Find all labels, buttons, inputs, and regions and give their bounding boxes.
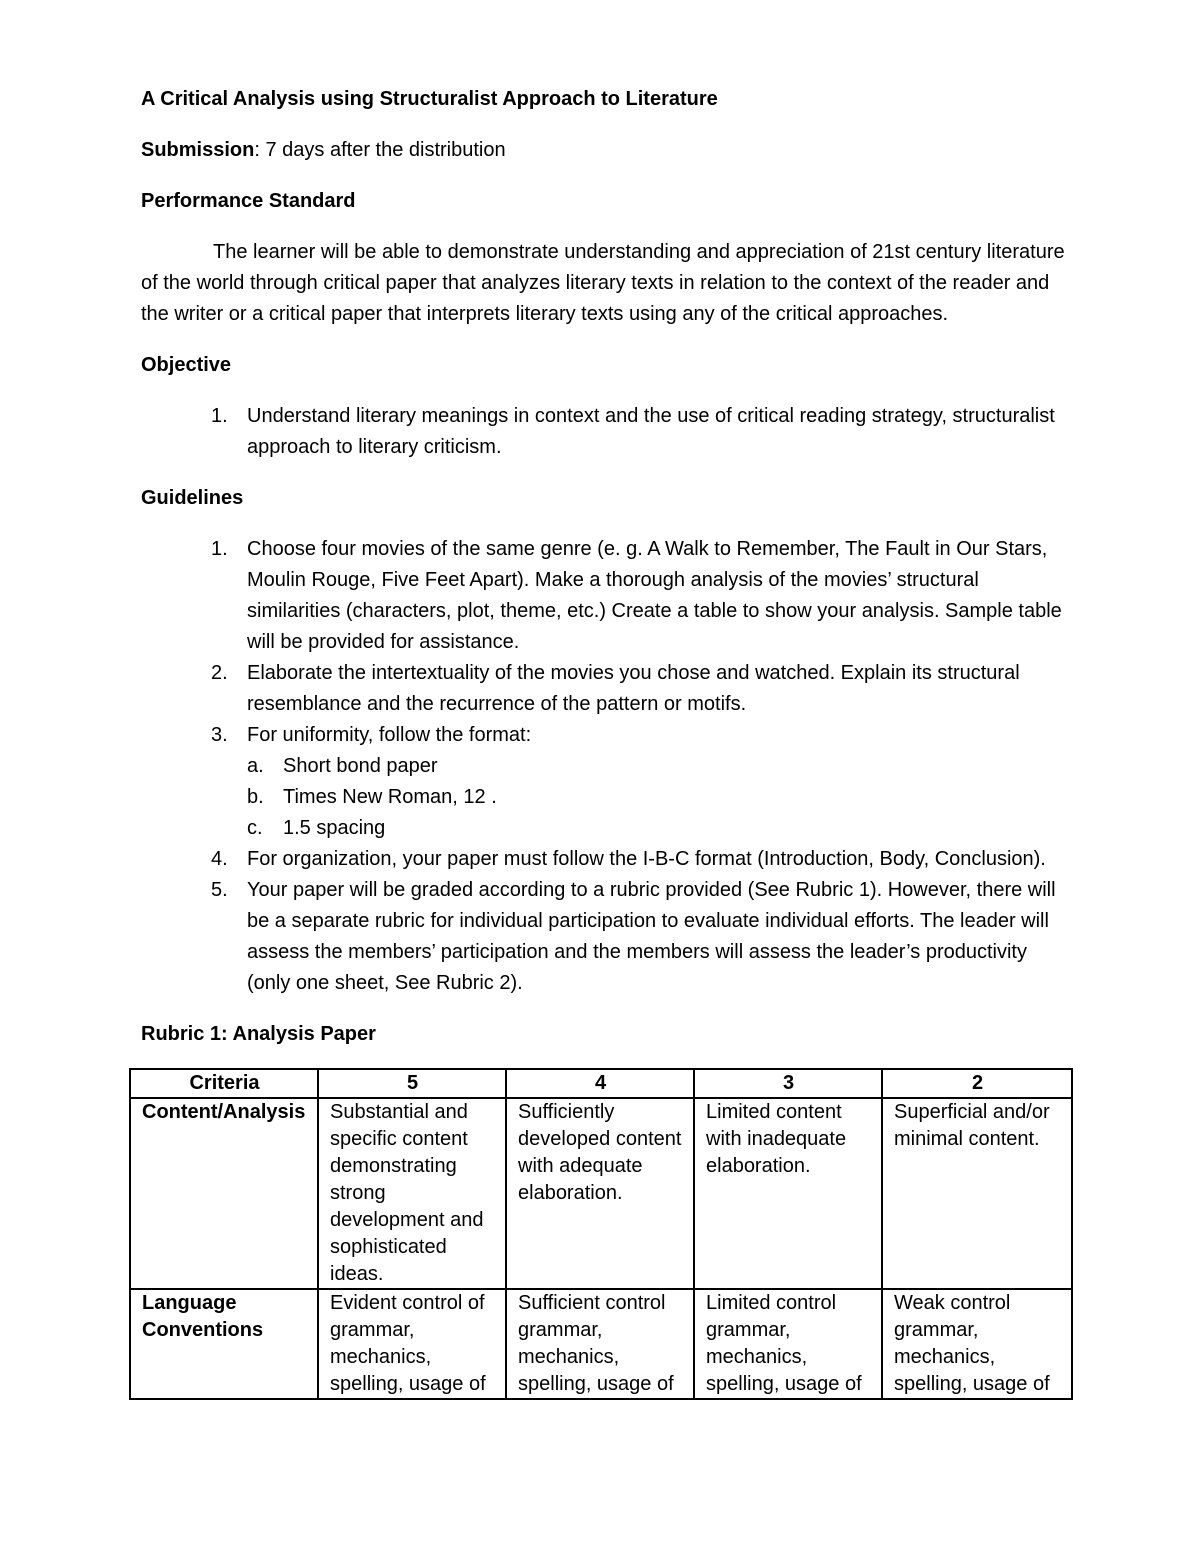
- rubric-heading: Rubric 1: Analysis Paper: [141, 1023, 376, 1045]
- guideline-item: [141, 658, 1070, 720]
- format-text: Short bond paper: [283, 755, 438, 777]
- submission-value: : 7 days after the distribution: [254, 139, 506, 161]
- header-score-2: 2: [882, 1069, 1072, 1098]
- rubric-header-row: [130, 1069, 1072, 1098]
- header-score-5: 5: [318, 1069, 506, 1098]
- guideline-item: [141, 844, 1070, 875]
- header-score-3: 3: [694, 1069, 882, 1098]
- guideline-item: [141, 534, 1070, 658]
- score-2-text: Weak control grammar, mechanics, spelling, usage of: [894, 1292, 1050, 1395]
- table-row: [130, 1098, 1072, 1289]
- guideline-text: Choose four movies of the same genre (e. g. A Walk to Remember, The Fault in Our Stars, Moulin Rouge, Five Feet Apart). Make a thorough analysis of the movies’ structural similarities (characters, plot, theme, etc.) Create a table to show your analysis. Sample table will be provided for assistance.: [247, 538, 1062, 653]
- criteria-cell: [130, 1289, 318, 1399]
- performance-text: The learner will be able to demonstrate understanding and appreciation of 21st century literature of the world through critical paper that analyzes literary texts in relation to the context of the reader and the writer or a critical paper that interprets literary texts using any of the critical approaches.: [141, 241, 1065, 325]
- guideline-text: Your paper will be graded according to a rubric provided (See Rubric 1). However, there will be a separate rubric for individual participation to evaluate individual efforts. The leader will assess the members’ participation and the members will assess the leader’s productivity (only one sheet, See Rubric 2).: [247, 879, 1056, 994]
- format-list: [247, 751, 1070, 844]
- submission-label: Submission: [141, 139, 255, 161]
- guideline-text: For uniformity, follow the format:: [247, 724, 532, 746]
- guideline-text: For organization, your paper must follow the I-B-C format (Introduction, Body, Conclusion).: [247, 848, 1046, 870]
- guideline-number: 1.: [211, 538, 228, 560]
- guideline-item: [141, 720, 1070, 844]
- format-item: [247, 782, 1070, 813]
- format-text: Times New Roman, 12 .: [283, 786, 497, 808]
- guideline-text: Elaborate the intertextuality of the movies you chose and watched. Explain its structural resemblance and the recurrence of the pattern or motifs.: [247, 662, 1020, 715]
- table-row: [130, 1289, 1072, 1399]
- objective-text: Understand literary meanings in context and the use of critical reading strategy, structuralist approach to literary criticism.: [247, 405, 1055, 458]
- header-score-4: 4: [506, 1069, 694, 1098]
- score-4-cell: [506, 1289, 694, 1399]
- format-item: [247, 751, 1070, 782]
- format-letter: b.: [247, 786, 264, 808]
- document-title: A Critical Analysis using Structuralist Approach to Literature: [141, 88, 718, 110]
- objective-heading: Objective: [141, 354, 232, 376]
- score-4-text: Sufficient control grammar, mechanics, spelling, usage of: [518, 1292, 674, 1395]
- objective-item: [141, 401, 1070, 463]
- score-2-cell: Superficial and/or minimal content.: [882, 1098, 1072, 1289]
- format-item: [247, 813, 1070, 844]
- format-text: 1.5 spacing: [283, 817, 386, 839]
- score-5-cell: Substantial and specific content demonstrating strong development and sophisticated ideas.: [318, 1098, 506, 1289]
- criteria-text: Language Conventions: [142, 1292, 264, 1341]
- score-2-cell: [882, 1289, 1072, 1399]
- score-3-cell: Limited content with inadequate elaboration.: [694, 1098, 882, 1289]
- guidelines-list: [141, 534, 1070, 999]
- guideline-number: 3.: [211, 724, 228, 746]
- score-4-cell: Sufficiently developed content with adequate elaboration.: [506, 1098, 694, 1289]
- score-5-text: Evident control of grammar, mechanics, spelling, usage of: [330, 1292, 486, 1395]
- guideline-number: 4.: [211, 848, 228, 870]
- performance-heading: Performance Standard: [141, 190, 356, 212]
- guideline-item: [141, 875, 1070, 999]
- guideline-number: 5.: [211, 879, 228, 901]
- score-5-cell: [318, 1289, 506, 1399]
- submission-line: [141, 135, 1070, 166]
- guideline-number: 2.: [211, 662, 228, 684]
- score-3-cell: [694, 1289, 882, 1399]
- criteria-cell: Content/Analysis: [130, 1098, 318, 1289]
- objective-list: [141, 401, 1070, 463]
- score-3-text: Limited control grammar, mechanics, spelling, usage of: [706, 1292, 862, 1395]
- format-letter: a.: [247, 755, 264, 777]
- header-criteria: Criteria: [130, 1069, 318, 1098]
- guidelines-heading: Guidelines: [141, 487, 244, 509]
- format-letter: c.: [247, 817, 263, 839]
- rubric-table: [129, 1068, 1073, 1400]
- objective-number: 1.: [211, 405, 228, 427]
